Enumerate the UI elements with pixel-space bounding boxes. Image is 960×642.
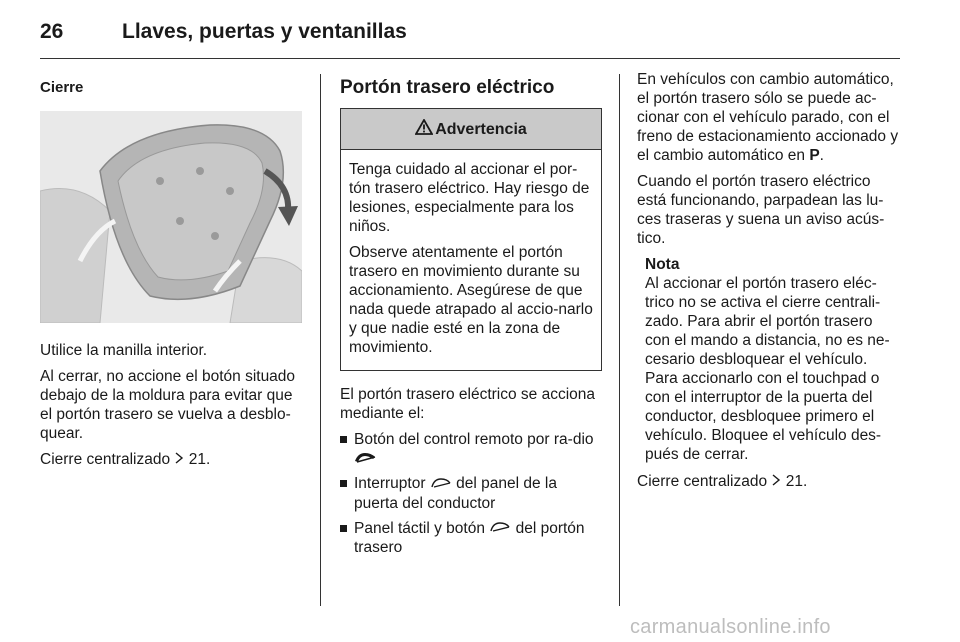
- bullet-marker: [340, 525, 347, 532]
- list-item: Interruptor del panel de la puerta del conductor: [340, 474, 602, 512]
- note-title: Nota: [645, 256, 680, 273]
- note-block: [637, 255, 900, 464]
- note-body: Al accionar el portón trasero eléc-trico no se activa el cierre centrali-zado. Para abrir el portón trasero con el mando a distancia, no es ne-cesario desbloquear el vehículo. Para accionarlo con el touchpad o con el interruptor de la puerta del conductor, desbloquee primero el vehículo. Bloquee el vehículo des-pués de cerrar.: [645, 275, 890, 463]
- warning-paragraph-1: Tenga cuidado al accionar el por-tón trasero eléctrico. Hay riesgo de lesiones, especialmente para los niños.: [349, 161, 590, 235]
- chapter-title: Llaves, puertas y ventanillas: [122, 20, 407, 43]
- warning-title: Advertencia: [435, 120, 527, 138]
- section-title: Portón trasero eléctrico: [340, 77, 555, 98]
- tailgate-remote-icon: [354, 449, 376, 468]
- column-3: [637, 70, 900, 498]
- bullet-marker: [340, 480, 347, 487]
- tailgate-drawing: [40, 111, 302, 323]
- paragraph-automatic-transmission: En vehículos con cambio automático, el portón trasero sólo se puede ac-cionar con el vehículo parado, con el freno de estacionamiento accionado y el cambio automático en P.: [637, 71, 899, 164]
- column-divider-1: [320, 74, 321, 606]
- column-2: [340, 70, 602, 563]
- tailgate-switch-icon: [430, 475, 452, 494]
- list-item: Panel táctil y botón del portón trasero: [340, 519, 602, 557]
- page-ref-arrow-icon: [771, 472, 781, 491]
- paragraph-closing-warning: Al cerrar, no accione el botón situado debajo de la moldura para evitar que el portón trasero se vuelva a desblo-quear.: [40, 368, 296, 442]
- tailgate-button-icon: [489, 519, 511, 538]
- warning-header: [341, 109, 601, 150]
- operation-methods-list: [340, 430, 602, 557]
- paragraph-lights-warning: Cuando el portón trasero eléctrico está funcionando, parpadean las lu-ces traseras y suena un aviso acús-tico.: [637, 173, 885, 247]
- warning-triangle-icon: [415, 119, 433, 140]
- page-header: [40, 14, 900, 50]
- cross-reference-central-locking: Cierre centralizado 21.: [40, 451, 211, 468]
- subheading-cierre: Cierre: [40, 79, 84, 96]
- warning-body: [341, 150, 601, 370]
- column-1: [40, 70, 302, 476]
- bullet-marker: [340, 436, 347, 443]
- gear-position-p: P: [809, 147, 820, 164]
- warning-paragraph-2: Observe atentamente el portón trasero en movimiento durante su accionamiento. Asegúrese de que nada quede atrapado al accio-narlo y que nadie esté en la zona de movimiento.: [349, 244, 593, 356]
- cross-reference-central-locking: Cierre centralizado 21.: [637, 473, 808, 490]
- list-item: Botón del control remoto por ra-dio: [340, 430, 602, 468]
- warning-box: [340, 108, 602, 371]
- paragraph-operation-intro: El portón trasero eléctrico se acciona mediante el:: [340, 386, 596, 422]
- watermark: carmanualsonline.info: [630, 616, 831, 638]
- column-divider-2: [619, 74, 620, 606]
- page-number: 26: [40, 20, 64, 43]
- tailgate-illustration: [40, 111, 302, 323]
- paragraph-interior-handle: Utilice la manilla interior.: [40, 342, 208, 359]
- page-ref-arrow-icon: [174, 450, 184, 469]
- header-rule: [40, 58, 900, 59]
